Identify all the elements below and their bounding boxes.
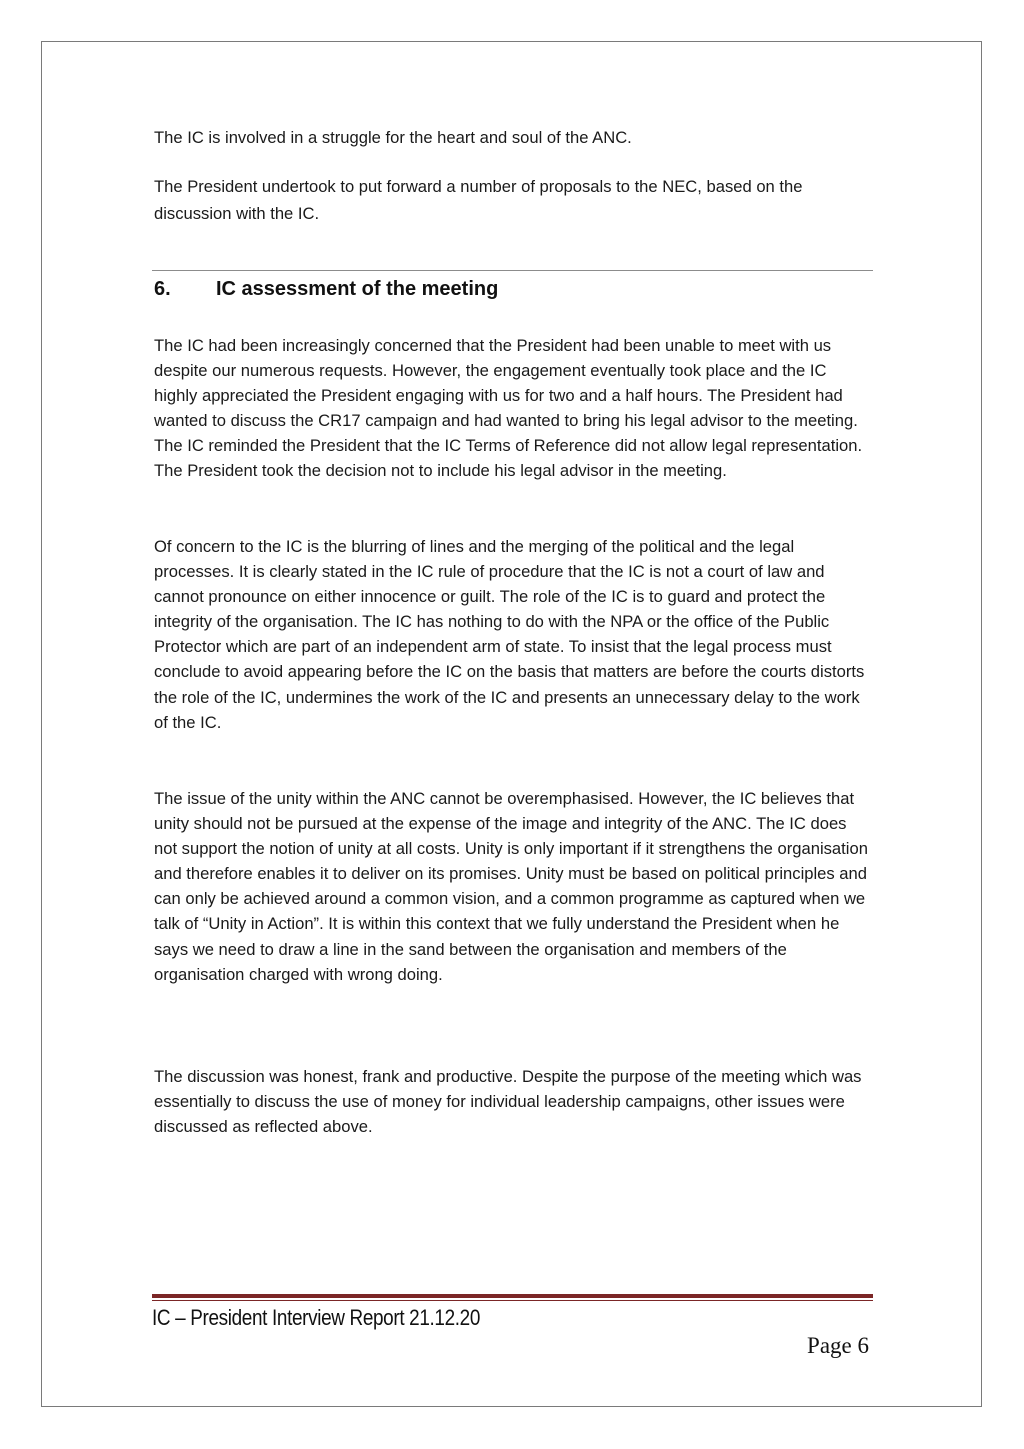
- footer-report-title: IC – President Interview Report 21.12.20: [152, 1305, 481, 1330]
- intro-paragraph: The IC is involved in a struggle for the heart and soul of the ANC.: [154, 128, 632, 147]
- section-number: 6.: [154, 278, 171, 300]
- footer-rule: [152, 1294, 873, 1298]
- section-paragraph: The IC had been increasingly concerned that the President had been unable to meet with us despite our numerous requests. However, the engagement eventually took place and the IC highly appreciated the President engaging with us for two and a half hours. The President had wanted to discuss the CR17 campaign and had wanted to bring his legal advisor to the meeting. The IC reminded the President that the IC Terms of Reference did not allow legal representation. The President took the decision not to include his legal advisor in the meeting.: [154, 336, 863, 481]
- page-number: Page 6: [807, 1333, 869, 1358]
- section-paragraph: The discussion was honest, frank and productive. Despite the purpose of the meeting which was essentially to discuss the use of money for individual leadership campaigns, other issues were discussed as reflected above.: [154, 1067, 862, 1137]
- section-paragraph: The issue of the unity within the ANC cannot be overemphasised. However, the IC believes that unity should not be pursued at the expense of the image and integrity of the ANC. The IC does not support the notion of unity at all costs. Unity is only important if it strengthens the organisation and therefore enables it to deliver on its promises. Unity must be based on political principles and can only be achieved around a common vision, and a common programme as captured when we talk of “Unity in Action”. It is within this context that we fully understand the President when he says we need to draw a line in the sand between the organisation and members of the organisation charged with wrong doing.: [154, 789, 868, 984]
- section-title: IC assessment of the meeting: [216, 278, 499, 300]
- section-divider: [152, 270, 873, 271]
- footer-rule-thin: [152, 1300, 873, 1301]
- section-heading: [154, 274, 498, 304]
- section-paragraph: Of concern to the IC is the blurring of lines and the merging of the political and the legal processes. It is clearly stated in the IC rule of procedure that the IC is not a court of law and cannot pronounce on either innocence or guilt. The role of the IC is to guard and protect the integrity of the organisation. The IC has nothing to do with the NPA or the office of the Public Protector which are part of an independent arm of state. To insist that the legal process must conclude to avoid appearing before the IC on the basis that matters are before the courts distorts the role of the IC, undermines the work of the IC and presents an unnecessary delay to the work of the IC.: [154, 537, 865, 732]
- intro-paragraph: The President undertook to put forward a number of proposals to the NEC, based on the discussion with the IC.: [154, 177, 803, 223]
